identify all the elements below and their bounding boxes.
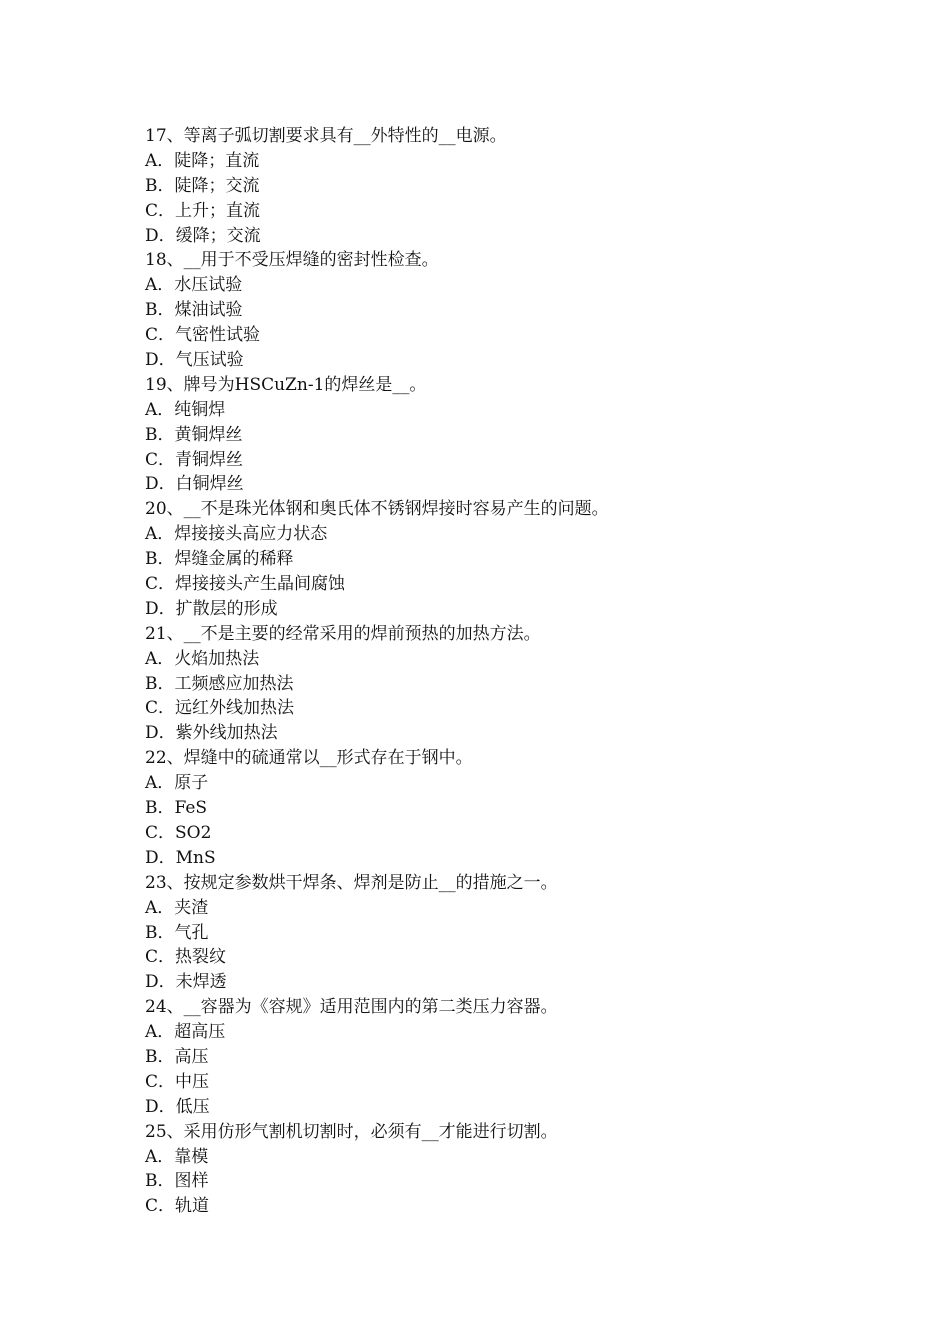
option-c: C．SO2 — [145, 822, 212, 843]
question-stem: 21、__不是主要的经常采用的焊前预热的加热方法。 — [145, 623, 541, 644]
option-a: A．超高压 — [145, 1022, 226, 1043]
option-d: D．气压试验 — [145, 350, 244, 371]
question-21 — [145, 622, 845, 746]
question-list — [145, 124, 845, 1219]
option-b: B．工频感应加热法 — [145, 673, 294, 694]
question-stem: 17、等离子弧切割要求具有__外特性的__电源。 — [145, 126, 507, 146]
option-a: A．陡降；直流 — [145, 150, 260, 171]
option-c: C．中压 — [145, 1071, 210, 1092]
question-18 — [145, 248, 845, 372]
option-d: D．MnS — [145, 847, 216, 868]
question-stem: 25、采用仿形气割机切割时，必须有__才能进行切割。 — [145, 1121, 558, 1142]
option-a: A．原子 — [145, 773, 209, 794]
option-d: D．扩散层的形成 — [145, 598, 278, 619]
option-b: B．高压 — [145, 1046, 209, 1067]
question-stem: 18、__用于不受压焊缝的密封性检查。 — [145, 250, 439, 271]
option-a: A．焊接接头高应力状态 — [145, 524, 328, 545]
option-d: D．低压 — [145, 1096, 210, 1117]
option-c: C．热裂纹 — [145, 947, 227, 968]
option-a: A．夹渣 — [145, 897, 209, 918]
option-c: C．气密性试验 — [145, 325, 261, 346]
question-stem: 19、牌号为HSCuZn-1的焊丝是__。 — [145, 374, 427, 395]
question-stem: 20、__不是珠光体钢和奥氏体不锈钢焊接时容易产生的问题。 — [145, 499, 609, 520]
option-c: C．轨道 — [145, 1196, 210, 1217]
option-d: D．未焊透 — [145, 972, 227, 993]
option-b: B．黄铜焊丝 — [145, 424, 243, 445]
option-b: B．FeS — [145, 798, 208, 819]
question-20 — [145, 497, 845, 621]
option-a: A．靠模 — [145, 1146, 209, 1167]
option-c: C．焊接接头产生晶间腐蚀 — [145, 574, 346, 595]
option-a: A．纯铜焊 — [145, 399, 226, 420]
question-17 — [145, 124, 845, 248]
question-stem: 22、焊缝中的硫通常以__形式存在于钢中。 — [145, 748, 473, 769]
option-c: C．青铜焊丝 — [145, 449, 244, 470]
option-c: C．远红外线加热法 — [145, 698, 295, 719]
option-d: D．缓降；交流 — [145, 225, 261, 246]
option-b: B．气孔 — [145, 922, 209, 943]
option-b: B．图样 — [145, 1171, 209, 1192]
question-24 — [145, 995, 845, 1119]
option-d: D．白铜焊丝 — [145, 474, 244, 495]
option-b: B．煤油试验 — [145, 300, 243, 321]
question-19 — [145, 373, 845, 497]
option-c: C．上升；直流 — [145, 200, 261, 221]
option-b: B．焊缝金属的稀释 — [145, 549, 294, 570]
question-23 — [145, 871, 845, 995]
question-25 — [145, 1120, 845, 1220]
option-d: D．紫外线加热法 — [145, 723, 278, 744]
option-b: B．陡降；交流 — [145, 175, 260, 196]
option-a: A．火焰加热法 — [145, 648, 260, 669]
question-stem: 24、__容器为《容规》适用范围内的第二类压力容器。 — [145, 997, 558, 1018]
option-a: A．水压试验 — [145, 275, 243, 296]
question-22 — [145, 746, 845, 870]
question-stem: 23、按规定参数烘干焊条、焊剂是防止__的措施之一。 — [145, 872, 558, 893]
